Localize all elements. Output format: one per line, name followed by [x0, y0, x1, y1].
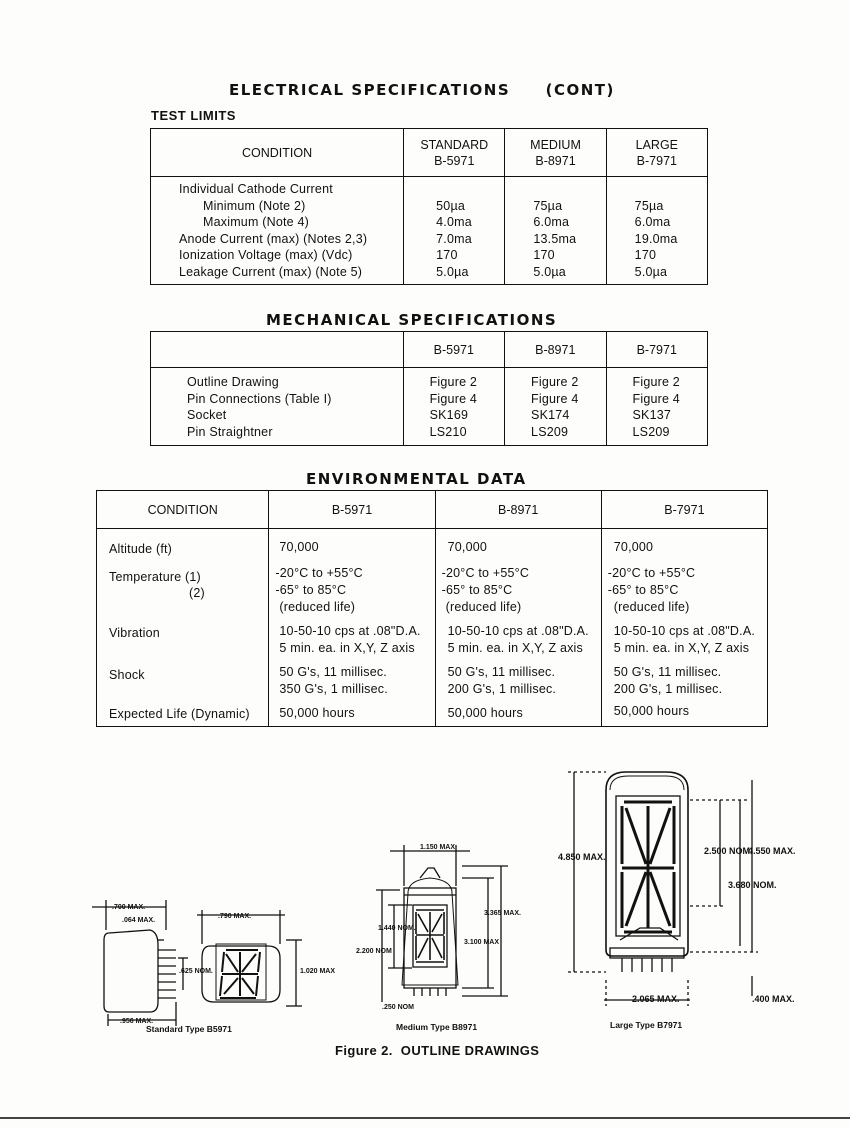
- environmental-value: 350 G's, 1 millisec.: [279, 682, 388, 696]
- electrical-label-minimum: Minimum (Note 2): [203, 198, 306, 213]
- mechanical-title: MECHANICAL SPECIFICATIONS: [266, 311, 558, 329]
- mechanical-value: Figure 2: [632, 375, 680, 389]
- environmental-value: -65° to 85°C: [607, 583, 679, 597]
- electrical-header-medium-cell: [505, 129, 606, 177]
- large-dim-400: .400 MAX.: [752, 994, 795, 1004]
- environmental-value: 50,000 hours: [613, 704, 690, 718]
- environmental-b7971-cell: [601, 529, 767, 727]
- med-dim-1440: 1.440 NOM.: [378, 925, 416, 932]
- electrical-header-medium-type: B-8971: [535, 153, 576, 168]
- std-dim-064: .064 MAX.: [122, 917, 156, 924]
- mechanical-value: SK137: [632, 408, 672, 422]
- electrical-value: 170: [436, 248, 458, 262]
- electrical-value: 50µa: [436, 198, 465, 213]
- electrical-header-standard-type: B-5971: [434, 153, 475, 168]
- mechanical-value: SK169: [429, 408, 469, 422]
- med-dim-1150: 1.150 MAX: [420, 844, 456, 851]
- environmental-title: ENVIRONMENTAL DATA: [306, 470, 527, 488]
- medium-b8971-drawing: [376, 845, 508, 1002]
- environmental-value: 50,000 hours: [279, 706, 355, 720]
- mechanical-header-row: [151, 332, 708, 368]
- large-type-label: Large Type B7971: [610, 1020, 683, 1030]
- environmental-header-b7971-cell: [601, 491, 767, 529]
- large-dim-4550: 4.550 MAX.: [748, 846, 796, 856]
- mechanical-labels-cell: [151, 368, 404, 446]
- electrical-value: 4.0ma: [436, 215, 472, 229]
- outline-drawings-figure: [0, 750, 850, 1070]
- electrical-value: [436, 181, 504, 198]
- electrical-title-suffix: (CONT): [545, 81, 615, 99]
- mechanical-value: Figure 2: [531, 375, 579, 389]
- med-dim-3100: 3.100 MAX: [464, 939, 500, 946]
- mechanical-value: Figure 4: [632, 391, 680, 406]
- mechanical-header-b8971-cell: [505, 332, 606, 368]
- environmental-value: 200 G's, 1 millisec.: [613, 682, 723, 696]
- mechanical-label: Outline Drawing: [187, 375, 279, 389]
- std-dim-956: .956 MAX.: [120, 1018, 154, 1025]
- environmental-value: -20°C to +55°C: [275, 566, 363, 580]
- electrical-medium-values-cell: [505, 177, 606, 285]
- environmental-header-condition-cell: [97, 491, 269, 529]
- electrical-standard-values-cell: [404, 177, 505, 285]
- medium-type-label: Medium Type B8971: [396, 1022, 478, 1032]
- environmental-value: 10-50-10 cps at .08"D.A.: [279, 624, 421, 638]
- electrical-title-text: ELECTRICAL SPECIFICATIONS: [229, 81, 511, 99]
- large-dim-2500: 2.500 NOM.: [704, 846, 753, 856]
- electrical-value: 170: [533, 248, 555, 262]
- environmental-label-temperature: Temperature (1): [109, 570, 201, 584]
- environmental-table: [96, 490, 768, 727]
- std-dim-625: .625 NOM.: [179, 968, 213, 975]
- electrical-value: [533, 181, 605, 198]
- electrical-value: 6.0ma: [634, 215, 671, 229]
- electrical-value: 5.0µa: [436, 264, 469, 279]
- environmental-value: 5 min. ea. in X,Y, Z axis: [447, 641, 583, 655]
- electrical-label-cathode: Individual Cathode Current: [179, 182, 333, 196]
- environmental-value: 5 min. ea. in X,Y, Z axis: [613, 641, 750, 655]
- environmental-value: -20°C to +55°C: [607, 566, 696, 580]
- environmental-header-b5971-cell: [269, 491, 435, 529]
- mechanical-header-b7971: B-7971: [636, 342, 677, 357]
- environmental-value: 10-50-10 cps at .08"D.A.: [613, 624, 756, 638]
- mechanical-header-b7971-cell: [606, 332, 708, 368]
- test-limits-subtitle: TEST LIMITS: [151, 108, 236, 123]
- electrical-value: 6.0ma: [533, 215, 570, 229]
- mechanical-body-row: [151, 368, 708, 446]
- environmental-value: 70,000: [613, 540, 654, 554]
- med-dim-2200: 2.200 NOM: [356, 948, 392, 955]
- electrical-label-anode: Anode Current (max) (Notes 2,3): [179, 231, 368, 246]
- environmental-header-b5971: B-5971: [331, 502, 373, 517]
- electrical-value: 7.0ma: [436, 231, 472, 246]
- mechanical-value: Figure 4: [429, 391, 478, 406]
- environmental-header-row: [97, 491, 768, 529]
- environmental-header-condition: CONDITION: [147, 502, 218, 517]
- environmental-value: 70,000: [279, 540, 319, 554]
- electrical-header-condition-cell: [151, 129, 404, 177]
- mechanical-header-b5971: B-5971: [433, 342, 474, 357]
- environmental-value: (reduced life): [445, 600, 522, 614]
- environmental-value: -20°C to +55°C: [441, 566, 530, 580]
- environmental-header-b8971-cell: [435, 491, 601, 529]
- mechanical-table: [150, 331, 708, 446]
- electrical-header-condition: CONDITION: [242, 145, 313, 160]
- environmental-b8971-cell: [435, 529, 601, 727]
- electrical-labels-cell: [151, 177, 404, 285]
- environmental-label-expected-life: Expected Life (Dynamic): [109, 707, 250, 721]
- environmental-header-b8971: B-8971: [498, 502, 539, 517]
- med-dim-250: .250 NOM: [382, 1004, 414, 1011]
- electrical-label-leakage: Leakage Current (max) (Note 5): [179, 264, 363, 279]
- environmental-value: (reduced life): [613, 600, 690, 614]
- electrical-value: 5.0µa: [533, 264, 566, 279]
- electrical-body-row: [151, 177, 708, 285]
- mechanical-value: LS209: [531, 424, 569, 439]
- std-dim-1020: 1.020 MAX: [300, 968, 336, 975]
- med-dim-3365: 3.365 MAX.: [484, 910, 521, 917]
- electrical-header-large-cell: [606, 129, 707, 177]
- mechanical-header-b8971: B-8971: [535, 342, 576, 357]
- electrical-title: [229, 81, 615, 99]
- environmental-value: -65° to 85°C: [275, 583, 347, 597]
- electrical-value: 75µa: [533, 198, 563, 213]
- electrical-value: [635, 181, 707, 198]
- mechanical-label: Pin Straightner: [187, 424, 273, 439]
- environmental-value: 200 G's, 1 millisec.: [447, 682, 557, 696]
- electrical-table: [150, 128, 708, 285]
- mechanical-b8971-values-cell: [505, 368, 606, 446]
- mechanical-label: Socket: [187, 408, 227, 422]
- large-dim-2065: 2.065 MAX.: [632, 994, 680, 1004]
- mechanical-header-blank: [151, 332, 404, 368]
- environmental-label-vibration: Vibration: [109, 626, 160, 640]
- environmental-value: (reduced life): [279, 600, 356, 614]
- environmental-value: 50 G's, 11 millisec.: [447, 665, 556, 679]
- electrical-header-medium-name: MEDIUM: [530, 137, 581, 152]
- page-bottom-rule: [0, 1117, 850, 1119]
- environmental-value: 70,000: [447, 540, 488, 554]
- environmental-label-shock: Shock: [109, 668, 145, 682]
- electrical-label-ionization: Ionization Voltage (max) (Vdc): [179, 248, 353, 262]
- std-dim-790: .790 MAX.: [218, 913, 252, 920]
- environmental-header-b7971: B-7971: [664, 502, 705, 517]
- environmental-value: 50 G's, 11 millisec.: [613, 665, 722, 679]
- mechanical-b7971-values-cell: [606, 368, 708, 446]
- mechanical-value: LS210: [429, 424, 467, 439]
- electrical-header-standard-name: STANDARD: [420, 137, 489, 152]
- environmental-b5971-cell: [269, 529, 435, 727]
- mechanical-value: Figure 4: [531, 391, 579, 406]
- environmental-value: 50 G's, 11 millisec.: [279, 665, 387, 679]
- large-dim-4850: 4.850 MAX.: [558, 852, 606, 862]
- environmental-labels-cell: [97, 529, 269, 727]
- environmental-value: 10-50-10 cps at .08"D.A.: [447, 624, 589, 638]
- mechanical-label: Pin Connections (Table I): [187, 391, 332, 406]
- environmental-label-temperature-2: (2): [189, 586, 205, 600]
- electrical-header-large-name: LARGE: [635, 137, 679, 152]
- electrical-value: 19.0ma: [634, 231, 678, 246]
- electrical-value: 13.5ma: [533, 231, 577, 246]
- electrical-header-row: [151, 129, 708, 177]
- mechanical-b5971-values-cell: [403, 368, 504, 446]
- environmental-value: 50,000 hours: [447, 706, 523, 720]
- environmental-label-altitude: Altitude (ft): [109, 542, 173, 556]
- mechanical-value: LS209: [632, 424, 670, 439]
- electrical-large-values-cell: [606, 177, 707, 285]
- environmental-body-row: [97, 529, 768, 727]
- electrical-label-maximum: Maximum (Note 4): [203, 215, 309, 229]
- electrical-value: 5.0µa: [634, 264, 668, 279]
- standard-type-label: Standard Type B5971: [146, 1024, 232, 1034]
- electrical-header-large-type: B-7971: [636, 153, 677, 168]
- mechanical-value: Figure 2: [429, 375, 478, 389]
- std-dim-700: .700 MAX.: [112, 904, 146, 911]
- electrical-header-standard-cell: [404, 129, 505, 177]
- mechanical-value: SK174: [531, 408, 570, 422]
- mechanical-header-b5971-cell: [403, 332, 504, 368]
- large-dim-3680: 3.680 NOM.: [728, 880, 777, 890]
- electrical-value: 170: [634, 248, 657, 262]
- environmental-value: 5 min. ea. in X,Y, Z axis: [279, 641, 415, 655]
- electrical-value: 75µa: [634, 198, 664, 213]
- figure-caption: Figure 2. OUTLINE DRAWINGS: [335, 1043, 540, 1058]
- environmental-value: -65° to 85°C: [441, 583, 513, 597]
